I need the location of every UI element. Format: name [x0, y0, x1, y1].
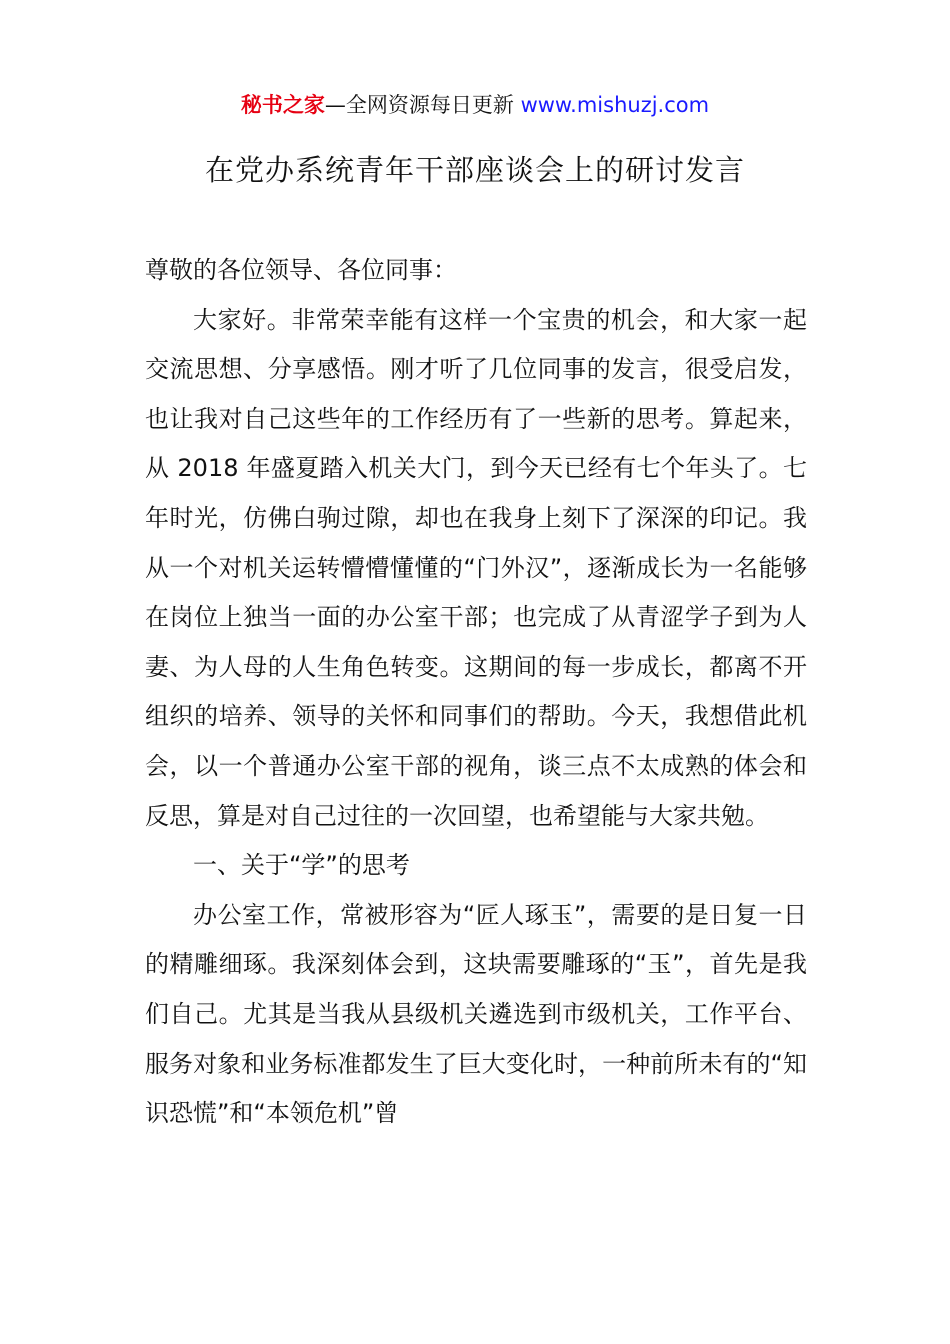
site-url-link[interactable]: www.mishuzj.com: [520, 93, 710, 117]
document-title: 在党办系统青年干部座谈会上的研讨发言: [204, 153, 745, 187]
paragraph-study: 办公室工作，常被形容为“匠人琢玉”，需要的是日复一日的精雕细琢。我深刻体会到，这块需要雕琢的“玉”，首先是我们自己。尤其是当我从县级机关遴选到市级机关，工作平台、服务对象和业务标准都发生了巨大变化时，一种前所未有的“知识恐慌”和“本领危机”曾: [145, 900, 807, 1128]
document-body: [145, 246, 807, 1139]
paragraph-intro: 大家好。非常荣幸能有这样一个宝贵的机会，和大家一起交流思想、分享感悟。刚才听了几位同事的发言，很受启发，也让我对自己这些年的工作经历有了一些新的思考。算起来，从 2018 年盛夏踏入机关大门，到今天已经有七个年头了。七年时光，仿佛白驹过隙，却也在我身上刻下了深深的印记。我从一个对机关运转懵懵懂懂的“门外汉”，逐渐成长为一名能够在岗位上独当一面的办公室干部；也完成了从青涩学子到为人妻、为人母的人生角色转变。这期间的每一步成长，都离不开组织的培养、领导的关怀和同事们的帮助。今天，我想借此机会，以一个普通办公室干部的视角，谈三点不太成熟的体会和反思，算是对自己过往的一次回望，也希望能与大家共勉。: [145, 305, 807, 830]
site-header: [0, 90, 950, 120]
section-heading-study: 一、关于“学”的思考: [193, 851, 410, 880]
site-brand: 秘书之家: [240, 93, 325, 117]
site-tagline: —全网资源每日更新: [324, 93, 521, 117]
salutation: 尊敬的各位领导、各位同事：: [145, 256, 457, 284]
